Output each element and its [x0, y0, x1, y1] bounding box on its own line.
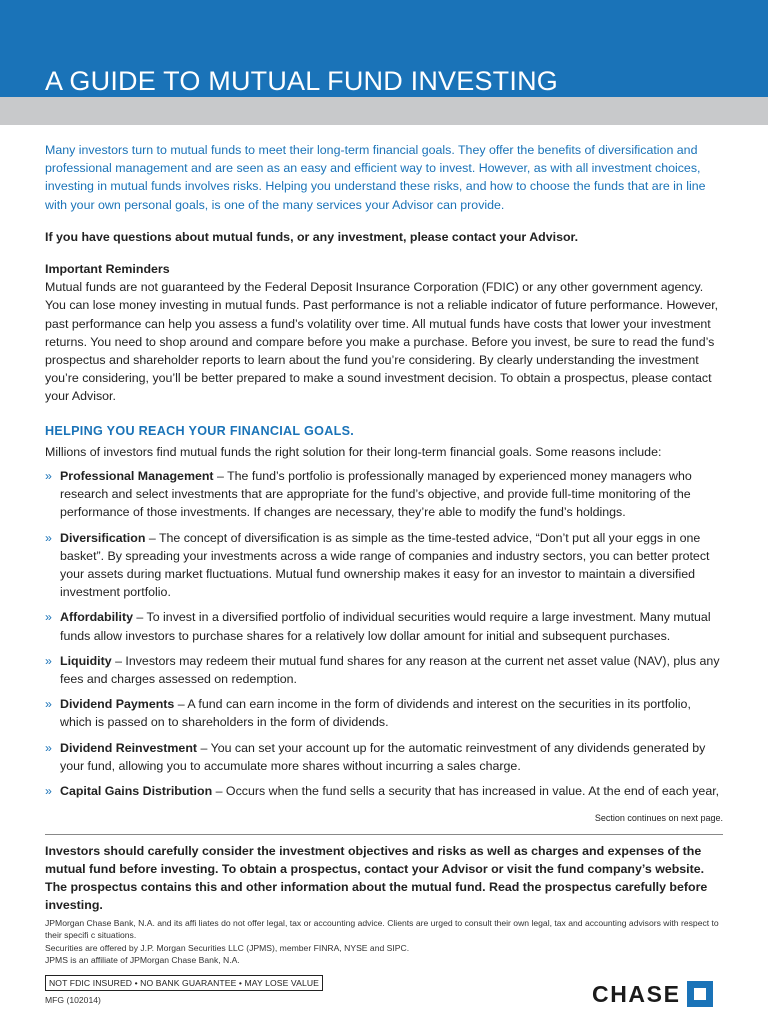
- goals-lead-paragraph: Millions of investors find mutual funds the right solution for their long-term financial goals. Some reasons include:: [45, 444, 662, 459]
- list-item-term: Liquidity: [60, 653, 112, 668]
- list-item: [45, 695, 725, 731]
- header-grey-band: [0, 97, 768, 125]
- list-item: [45, 739, 725, 775]
- list-item-text: – To invest in a diversified portfolio of individual securities would require a large investment. Many mutual funds allow investors to purchase shares for a relatively low dollar amount for initial and subsequent purchases.: [60, 610, 711, 643]
- list-item-term: Capital Gains Distribution: [60, 784, 213, 799]
- form-code: MFG (102014): [45, 995, 101, 1005]
- goals-heading: HELPING YOU REACH YOUR FINANCIAL GOALS.: [45, 423, 355, 438]
- list-item: [45, 529, 725, 602]
- page-title: A GUIDE TO MUTUAL FUND INVESTING: [45, 66, 558, 96]
- reminders-paragraph: Mutual funds are not guaranteed by the Federal Deposit Insurance Corporation (FDIC) or any other government agency. You can lose money investing in mutual funds. Past performance is not a reliable indicator of future performance. However, past performance can help you assess a fund’s volatility over time. All mutual funds have costs that lower your investment returns. You need to shop around and compare before you make a purchase. Before you invest, be sure to read the fund’s prospectus and shareholder reports to learn about the fund you’re considering. By clearly understanding the investment you’re considering, you’ll be better prepared to make a sound investment decision. To obtain a prospectus, please contact your Advisor.: [45, 280, 719, 404]
- fine-print-line: Securities are offered by J.P. Morgan Securities LLC (JPMS), member FINRA, NYSE and SIPC.: [45, 942, 410, 953]
- list-item-term: Affordability: [60, 610, 133, 625]
- bullet-marker: »: [45, 610, 52, 625]
- header-banner: [0, 0, 768, 97]
- list-item: [45, 652, 725, 688]
- list-item-text: – You can set your account up for the automatic reinvestment of any dividends generated by your fund, allowing you to accumulate more shares without incurring a sales charge.: [60, 740, 706, 773]
- list-item-text: – Investors may redeem their mutual fund shares for any reason at the current net asset value (NAV), plus any fees and charges assessed on redemption.: [60, 653, 720, 687]
- logo-wordmark: CHASE: [592, 980, 681, 1007]
- list-item: [45, 782, 725, 800]
- chase-octagon-icon: [687, 981, 713, 1007]
- list-item-text: – The concept of diversification is as simple as the time-tested advice, “Don’t put all your eggs in one basket”. By spreading your investments across a wide range of companies and industry sectors, you can better protect your assets during market fluctuations. Mutual fund ownership makes it easy for an investor to maintain a diversified investment portfolio.: [60, 530, 710, 600]
- reminders-heading: Important Reminders: [45, 262, 170, 277]
- reasons-list: [45, 467, 725, 800]
- intro-paragraph: Many investors turn to mutual funds to meet their long-term financial goals. They offer the benefits of diversification and professional management and are seen as an easy and efficient way to invest. However, as with all investment choices, investing in mutual funds involves risks. Helping you understand these risks, and how to choose the funds that are in line with your own personal goals, is one of the many services your Advisor can provide.: [45, 143, 706, 212]
- bullet-marker: »: [45, 469, 52, 484]
- list-item-term: Dividend Reinvestment: [60, 740, 198, 755]
- main-content: [45, 141, 725, 807]
- divider: [45, 834, 723, 835]
- fine-print-line: JPMorgan Chase Bank, N.A. and its affi liates do not offer legal, tax or accounting advice. Clients are urged to consult their own legal, tax and accounting advisors with respect to their specifi c situations.: [45, 918, 719, 941]
- bullet-marker: »: [45, 653, 52, 668]
- fine-print: [45, 917, 725, 967]
- list-item-term: Professional Management: [60, 469, 214, 484]
- fine-print-line: JPMS is an affiliate of JPMorgan Chase Bank, N.A.: [45, 955, 240, 966]
- list-item-term: Diversification: [60, 530, 146, 545]
- list-item-term: Dividend Payments: [60, 697, 175, 712]
- bullet-marker: »: [45, 530, 52, 545]
- list-item: [45, 467, 725, 522]
- list-item-text: – The fund’s portfolio is professionally managed by experienced money managers who research and select investments that are appropriate for the fund’s objective, and provide full-time monitoring of the performance of those investments. If changes are necessary, they’re able to modify the fund’s holdings.: [60, 469, 692, 520]
- bullet-marker: »: [45, 784, 52, 799]
- contact-advisor-line: If you have questions about mutual funds, or any investment, please contact your Advisor.: [45, 229, 579, 244]
- prospectus-disclaimer: Investors should carefully consider the investment objectives and risks as well as charges and expenses of the mutual fund before investing. To obtain a prospectus, contact your Advisor or visit the fund company’s website. The prospectus contains this and other information about the mutual fund. Read the prospectus carefully before investing.: [45, 844, 708, 912]
- chase-logo: [592, 978, 713, 1010]
- bullet-marker: »: [45, 740, 52, 755]
- list-item-text: – A fund can earn income in the form of dividends and interest on the securities in its portfolio, which is passed on to shareholders in the form of dividends.: [60, 697, 691, 730]
- list-item: [45, 608, 725, 644]
- list-item-text: – Occurs when the fund sells a security that has increased in value. At the end of each year,: [212, 784, 720, 799]
- not-insured-box: NOT FDIC INSURED • NO BANK GUARANTEE • MAY LOSE VALUE: [45, 975, 323, 991]
- bullet-marker: »: [45, 697, 52, 712]
- continues-note: Section continues on next page.: [594, 813, 723, 823]
